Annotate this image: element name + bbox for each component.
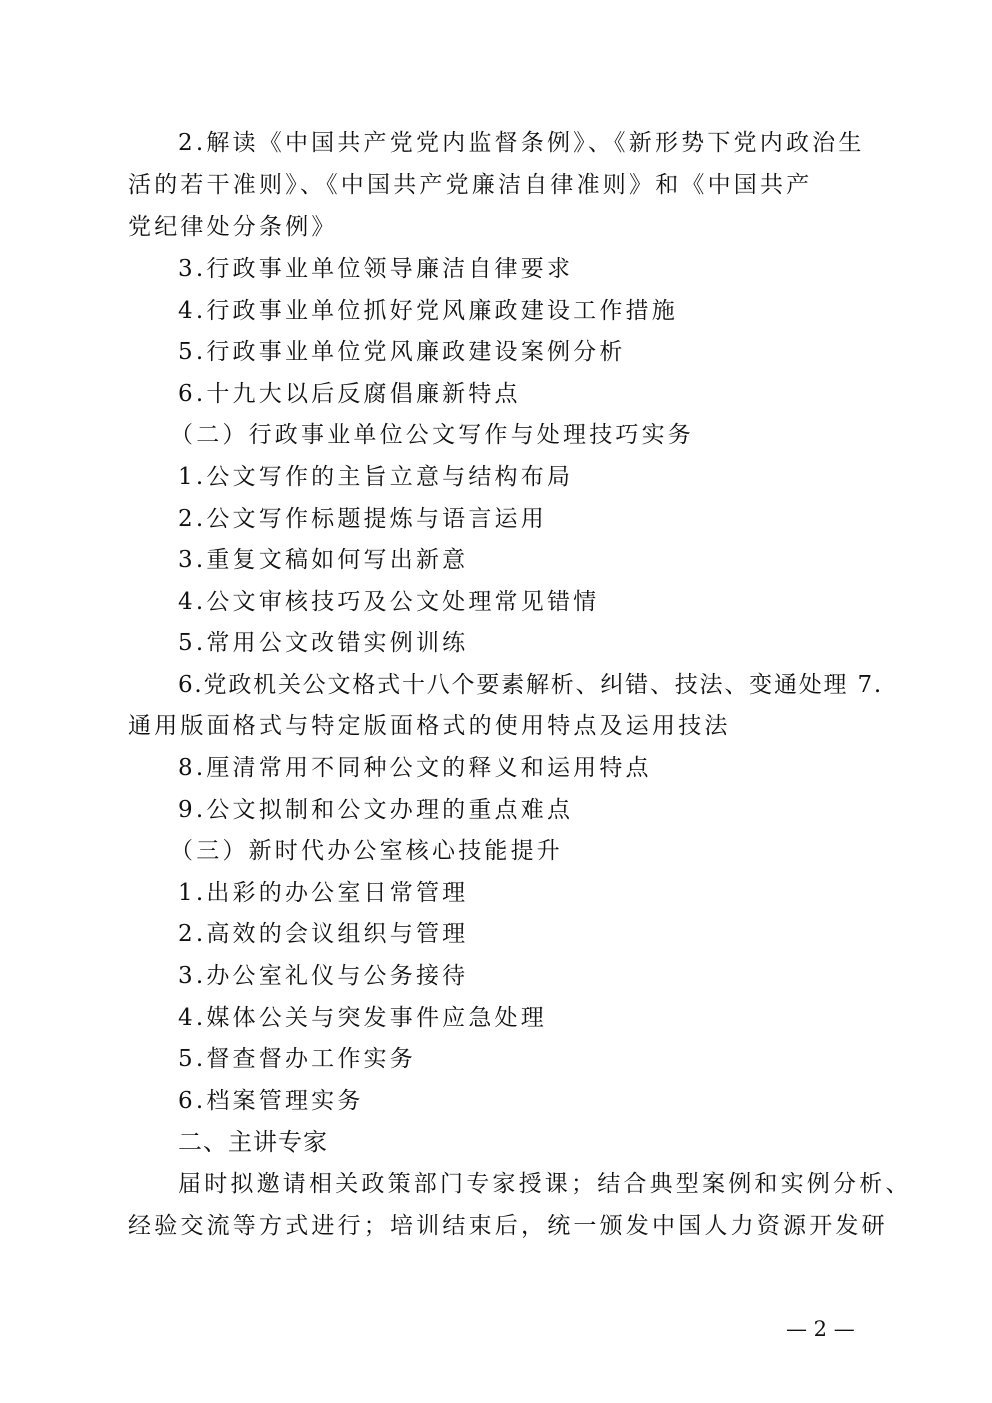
- text-line: 5.常用公文改错实例训练: [178, 630, 469, 656]
- text-line: 3.办公室礼仪与公务接待: [178, 963, 469, 989]
- text-line: 6.档案管理实务: [178, 1088, 364, 1114]
- text-line: 经验交流等方式进行；培训结束后，统一颁发中国人力资源开发研: [128, 1213, 888, 1239]
- text-line: 2.公文写作标题提炼与语言运用: [178, 506, 547, 532]
- section-subheading: （三）新时代办公室核心技能提升: [170, 838, 563, 864]
- text-line: 4.行政事业单位抓好党风廉政建设工作措施: [178, 298, 678, 324]
- text-line: 3.重复文稿如何写出新意: [178, 547, 469, 573]
- text-line: 活的若干准则》、《中国共产党廉洁自律准则》和《中国共产: [128, 172, 813, 198]
- text-line: 5.督查督办工作实务: [178, 1046, 416, 1072]
- text-line: 8.厘清常用不同种公文的释义和运用特点: [178, 755, 652, 781]
- text-line: 党纪律处分条例》: [128, 214, 338, 240]
- text-line: 2.高效的会议组织与管理: [178, 921, 469, 947]
- text-line: 通用版面格式与特定版面格式的使用特点及运用技法: [128, 713, 731, 739]
- text-line: 3.行政事业单位领导廉洁自律要求: [178, 256, 574, 282]
- text-line: 1.公文写作的主旨立意与结构布局: [178, 464, 574, 490]
- text-line: 5.行政事业单位党风廉政建设案例分析: [178, 339, 626, 365]
- text-line: 9.公文拟制和公文办理的重点难点: [178, 797, 574, 823]
- section-heading: 二、主讲专家: [178, 1128, 328, 1156]
- text-line: 届时拟邀请相关政策部门专家授课；结合典型案例和实例分析、: [178, 1171, 912, 1197]
- text-line: 1.出彩的办公室日常管理: [178, 880, 469, 906]
- text-line: 6.党政机关公文格式十八个要素解析、纠错、技法、变通处理 7.: [178, 672, 883, 698]
- text-line: 4.公文审核技巧及公文处理常见错情: [178, 589, 600, 615]
- section-subheading: （二）行政事业单位公文写作与处理技巧实务: [170, 422, 694, 448]
- page-number: — 2 —: [786, 1317, 855, 1341]
- text-line: 6.十九大以后反腐倡廉新特点: [178, 381, 521, 407]
- text-line: 2.解读《中国共产党党内监督条例》、《新形势下党内政治生: [178, 130, 865, 156]
- text-line: 4.媒体公关与突发事件应急处理: [178, 1005, 547, 1031]
